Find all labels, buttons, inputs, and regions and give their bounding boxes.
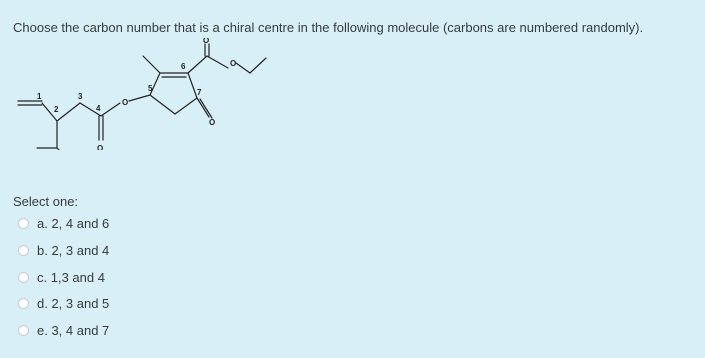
carbon-label-2: 2: [54, 105, 59, 114]
question-text: Choose the carbon number that is a chiral centre in the following molecule (carbons are numbered randomly).: [13, 20, 644, 35]
radio-button[interactable]: [18, 218, 29, 229]
option-e[interactable]: [18, 321, 109, 339]
option-d[interactable]: [18, 294, 109, 312]
option-a[interactable]: [18, 214, 109, 232]
carbon-label-7: 7: [197, 88, 202, 97]
carbon-label-6: 6: [181, 62, 186, 71]
option-c[interactable]: [18, 268, 105, 286]
radio-button[interactable]: [18, 245, 29, 256]
carbon-label-1: 1: [37, 92, 42, 101]
carbon-label-5: 5: [148, 84, 153, 93]
option-b[interactable]: [18, 241, 109, 259]
option-label: e. 3, 4 and 7: [37, 322, 110, 338]
carbon-label-4: 4: [96, 104, 101, 113]
radio-button[interactable]: [18, 325, 29, 336]
oxygen-label-top: O: [203, 38, 210, 45]
option-label: d. 2, 3 and 5: [37, 295, 110, 311]
select-one-label: Select one:: [13, 194, 79, 209]
molecule-structure: [0, 38, 300, 150]
radio-button[interactable]: [18, 298, 29, 309]
option-label: b. 2, 3 and 4: [37, 242, 110, 258]
carbon-label-3: 3: [78, 92, 83, 101]
oxygen-label-ester: O: [122, 98, 129, 107]
option-label: c. 1,3 and 4: [37, 269, 105, 285]
oxygen-label-carbonyl: O: [97, 144, 104, 150]
option-label: a. 2, 4 and 6: [37, 215, 110, 231]
oxygen-label-ring: O: [209, 118, 216, 127]
oxygen-label-right: O: [230, 59, 237, 68]
radio-button[interactable]: [18, 272, 29, 283]
